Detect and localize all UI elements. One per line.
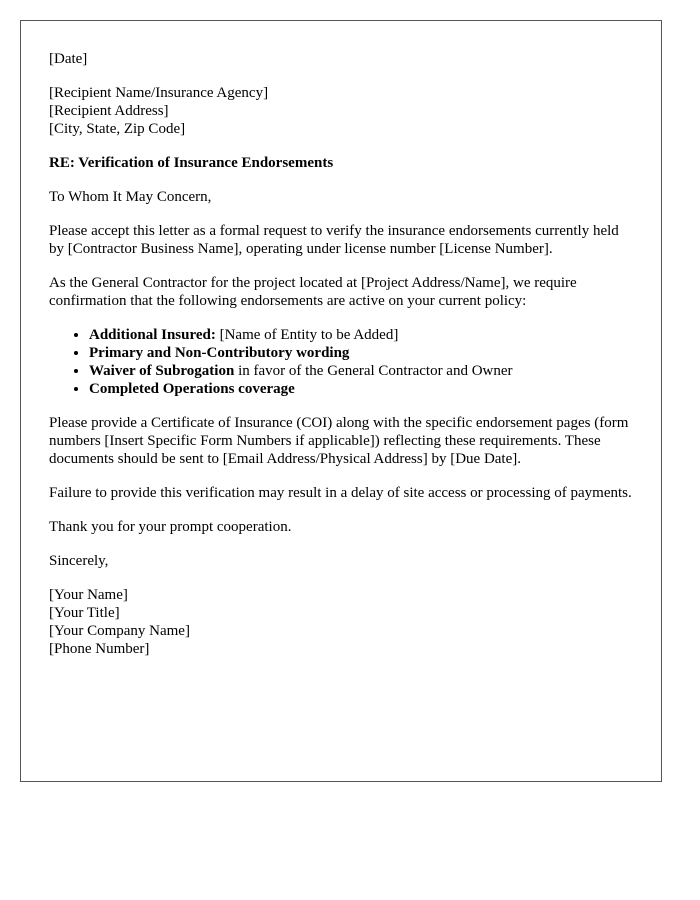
- endorsement-label: Completed Operations coverage: [89, 381, 295, 397]
- endorsement-list: [49, 326, 633, 398]
- paragraph-requirements: As the General Contractor for the project located at [Project Address/Name], we require confirmation that the following endorsements are active on your current policy:: [49, 275, 577, 309]
- signature-title: [Your Title]: [49, 605, 120, 621]
- endorsement-label: Primary and Non-Contributory wording: [89, 345, 350, 361]
- salutation: To Whom It May Concern,: [49, 189, 212, 205]
- paragraph-request: Please accept this letter as a formal request to verify the insurance endorsements currently held by [Contractor Business Name], operating under license number [License Number].: [49, 223, 619, 257]
- signature-block: [49, 586, 633, 658]
- endorsement-text: in favor of the General Contractor and Owner: [234, 363, 513, 379]
- subject-line: RE: Verification of Insurance Endorsements: [49, 155, 334, 171]
- recipient-address: [Recipient Address]: [49, 103, 169, 119]
- signature-name: [Your Name]: [49, 587, 128, 603]
- endorsement-label: Waiver of Subrogation: [89, 363, 235, 379]
- list-item: [89, 380, 633, 398]
- letter-date: [Date]: [49, 51, 88, 67]
- paragraph-coi: Please provide a Certificate of Insurance (COI) along with the specific endorsement pages (form numbers [Insert Specific Form Numbers if applicable]) reflecting these requirements. These documents should be sent to [Email Address/Physical Address] by [Due Date].: [49, 415, 629, 467]
- paragraph-thanks: Thank you for your prompt cooperation.: [49, 519, 292, 535]
- list-item: [89, 326, 633, 344]
- list-item: [89, 344, 633, 362]
- recipient-name: [Recipient Name/Insurance Agency]: [49, 85, 269, 101]
- letter-page: [20, 20, 662, 782]
- recipient-block: [49, 84, 633, 138]
- endorsement-label: Additional Insured:: [89, 327, 216, 343]
- signature-company: [Your Company Name]: [49, 623, 190, 639]
- closing: Sincerely,: [49, 553, 109, 569]
- signature-phone: [Phone Number]: [49, 641, 150, 657]
- list-item: [89, 362, 633, 380]
- endorsement-text: [Name of Entity to be Added]: [215, 327, 399, 343]
- paragraph-failure: Failure to provide this verification may result in a delay of site access or processing of payments.: [49, 485, 632, 501]
- recipient-city: [City, State, Zip Code]: [49, 121, 186, 137]
